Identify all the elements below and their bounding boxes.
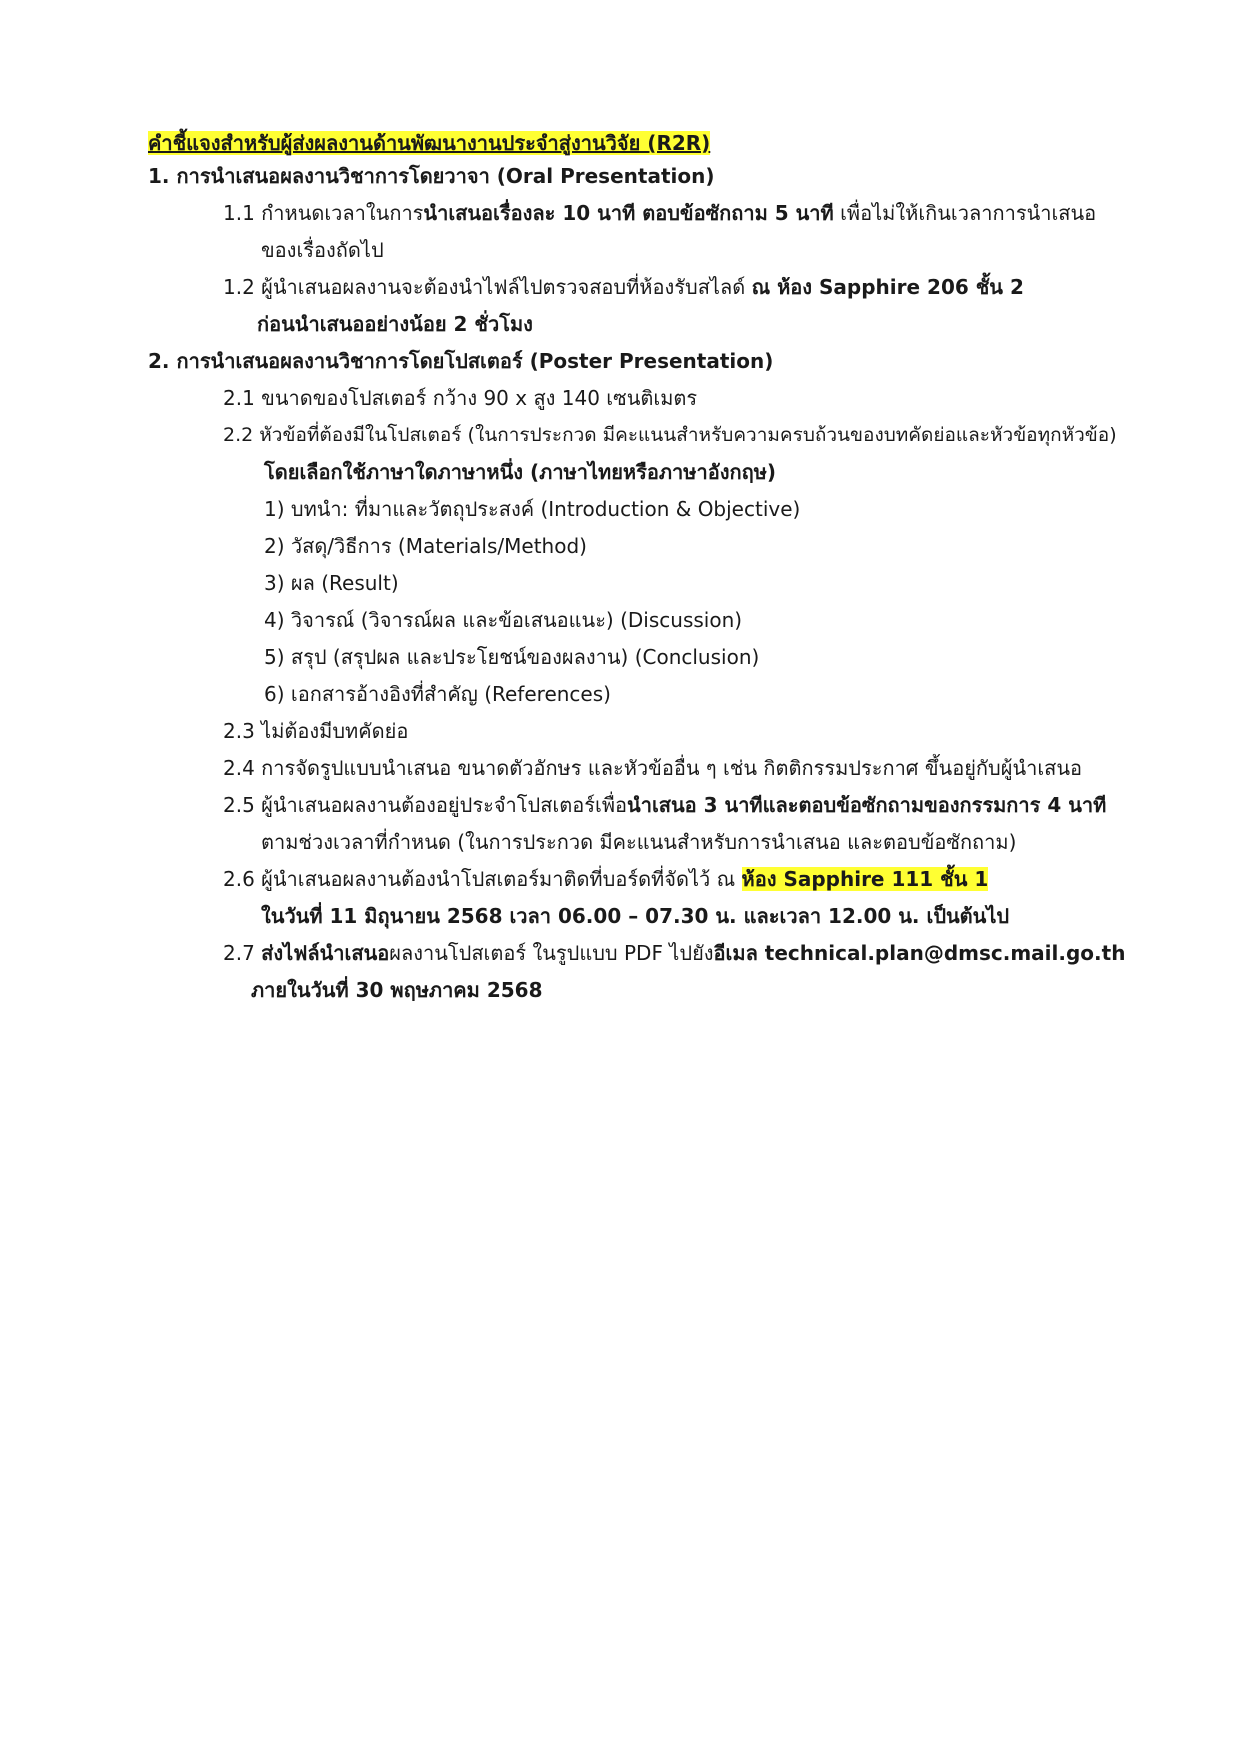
item-2-7-continuation: ภายในวันที่ 30 พฤษภาคม 2568 xyxy=(251,978,543,1002)
item-2-7-number: 2.7 xyxy=(223,941,262,965)
item-2-7-text-bold: ส่งไฟล์นำเสนอ xyxy=(261,941,390,965)
item-2-6-text-a: 2.6 ผู้นำเสนอผลงานต้องนำโปสเตอร์มาติดที่บอร์ดที่จัดไว้ ณ xyxy=(223,867,742,891)
item-2-5-continuation: ตามช่วงเวลาที่กำหนด (ในการประกวด มีคะแนนสำหรับการนำเสนอ และตอบข้อซักถาม) xyxy=(261,830,1017,854)
section-1-heading: 1. การนำเสนอผลงานวิชาการโดยวาจา (Oral Presentation) xyxy=(148,164,715,188)
item-1-2-text-bold: ณ ห้อง Sapphire 206 ชั้น 2 xyxy=(751,275,1024,299)
item-2-5 xyxy=(223,790,1106,820)
item-2-7-text-c: ผลงานโปสเตอร์ ในรูปแบบ PDF ไปยัง xyxy=(389,941,714,965)
item-1-2-text-a: 1.2 ผู้นำเสนอผลงานจะต้องนำไฟล์ไปตรวจสอบที่ห้องรับสไลด์ xyxy=(223,275,752,299)
document-title xyxy=(148,128,710,158)
sub-item-4: 4) วิจารณ์ (วิจารณ์ผล และข้อเสนอแนะ) (Discussion) xyxy=(264,608,743,632)
item-2-6-highlight: ห้อง Sapphire 111 ชั้น 1 xyxy=(741,867,989,891)
item-1-2 xyxy=(223,272,1024,302)
item-2-5-text-bold: นำเสนอ 3 นาทีและตอบข้อซักถามของกรรมการ 4 นาที xyxy=(627,793,1107,817)
item-1-1-text-a: 1.1 กำหนดเวลาในการ xyxy=(223,201,424,225)
item-2-4: 2.4 การจัดรูปแบบนำเสนอ ขนาดตัวอักษร และหัวข้ออื่น ๆ เช่น กิตติกรรมประกาศ ขึ้นอยู่กับผู้นำเสนอ xyxy=(223,756,1083,780)
item-1-1-text-c: เพื่อไม่ให้เกินเวลาการนำเสนอ xyxy=(833,201,1097,225)
sub-item-1: 1) บทนำ: ที่มาและวัตถุประสงค์ (Introduction & Objective) xyxy=(264,497,801,521)
sub-item-3: 3) ผล (Result) xyxy=(264,571,399,595)
item-1-2-continuation: ก่อนนำเสนออย่างน้อย 2 ชั่วโมง xyxy=(257,312,533,336)
sub-item-5: 5) สรุป (สรุปผล และประโยชน์ของผลงาน) (Conclusion) xyxy=(264,645,760,669)
item-2-2-continuation: โดยเลือกใช้ภาษาใดภาษาหนึ่ง (ภาษาไทยหรือภาษาอังกฤษ) xyxy=(264,460,777,484)
item-2-7-email: อีเมล technical.plan@dmsc.mail.go.th xyxy=(713,941,1126,965)
item-2-6 xyxy=(223,864,988,894)
item-2-1: 2.1 ขนาดของโปสเตอร์ กว้าง 90 x สูง 140 เซนติเมตร xyxy=(223,386,698,410)
item-1-1-text-bold: นำเสนอเรื่องละ 10 นาที ตอบข้อซักถาม 5 นาที xyxy=(423,201,834,225)
item-2-5-text-a: 2.5 ผู้นำเสนอผลงานต้องอยู่ประจำโปสเตอร์เพื่อ xyxy=(223,793,628,817)
item-2-3: 2.3 ไม่ต้องมีบทคัดย่อ xyxy=(223,719,409,743)
item-2-7 xyxy=(223,938,1125,968)
sub-item-2: 2) วัสดุ/วิธีการ (Materials/Method) xyxy=(264,534,587,558)
item-1-1 xyxy=(223,198,1096,228)
section-2-heading: 2. การนำเสนอผลงานวิชาการโดยโปสเตอร์ (Poster Presentation) xyxy=(148,349,774,373)
sub-item-6: 6) เอกสารอ้างอิงที่สำคัญ (References) xyxy=(264,682,611,706)
title-highlight: คำชี้แจงสำหรับผู้ส่งผลงานด้านพัฒนางานประจำสู่งานวิจัย (R2R) xyxy=(148,131,711,155)
item-2-6-continuation: ในวันที่ 11 มิถุนายน 2568 เวลา 06.00 – 07.30 น. และเวลา 12.00 น. เป็นต้นไป xyxy=(261,904,1010,928)
item-2-2: 2.2 หัวข้อที่ต้องมีในโปสเตอร์ (ในการประกวด มีคะแนนสำหรับความครบถ้วนของบทคัดย่อและหัวข้อทุกหัวข้อ) xyxy=(223,424,1117,446)
item-1-1-continuation: ของเรื่องถัดไป xyxy=(261,238,384,262)
